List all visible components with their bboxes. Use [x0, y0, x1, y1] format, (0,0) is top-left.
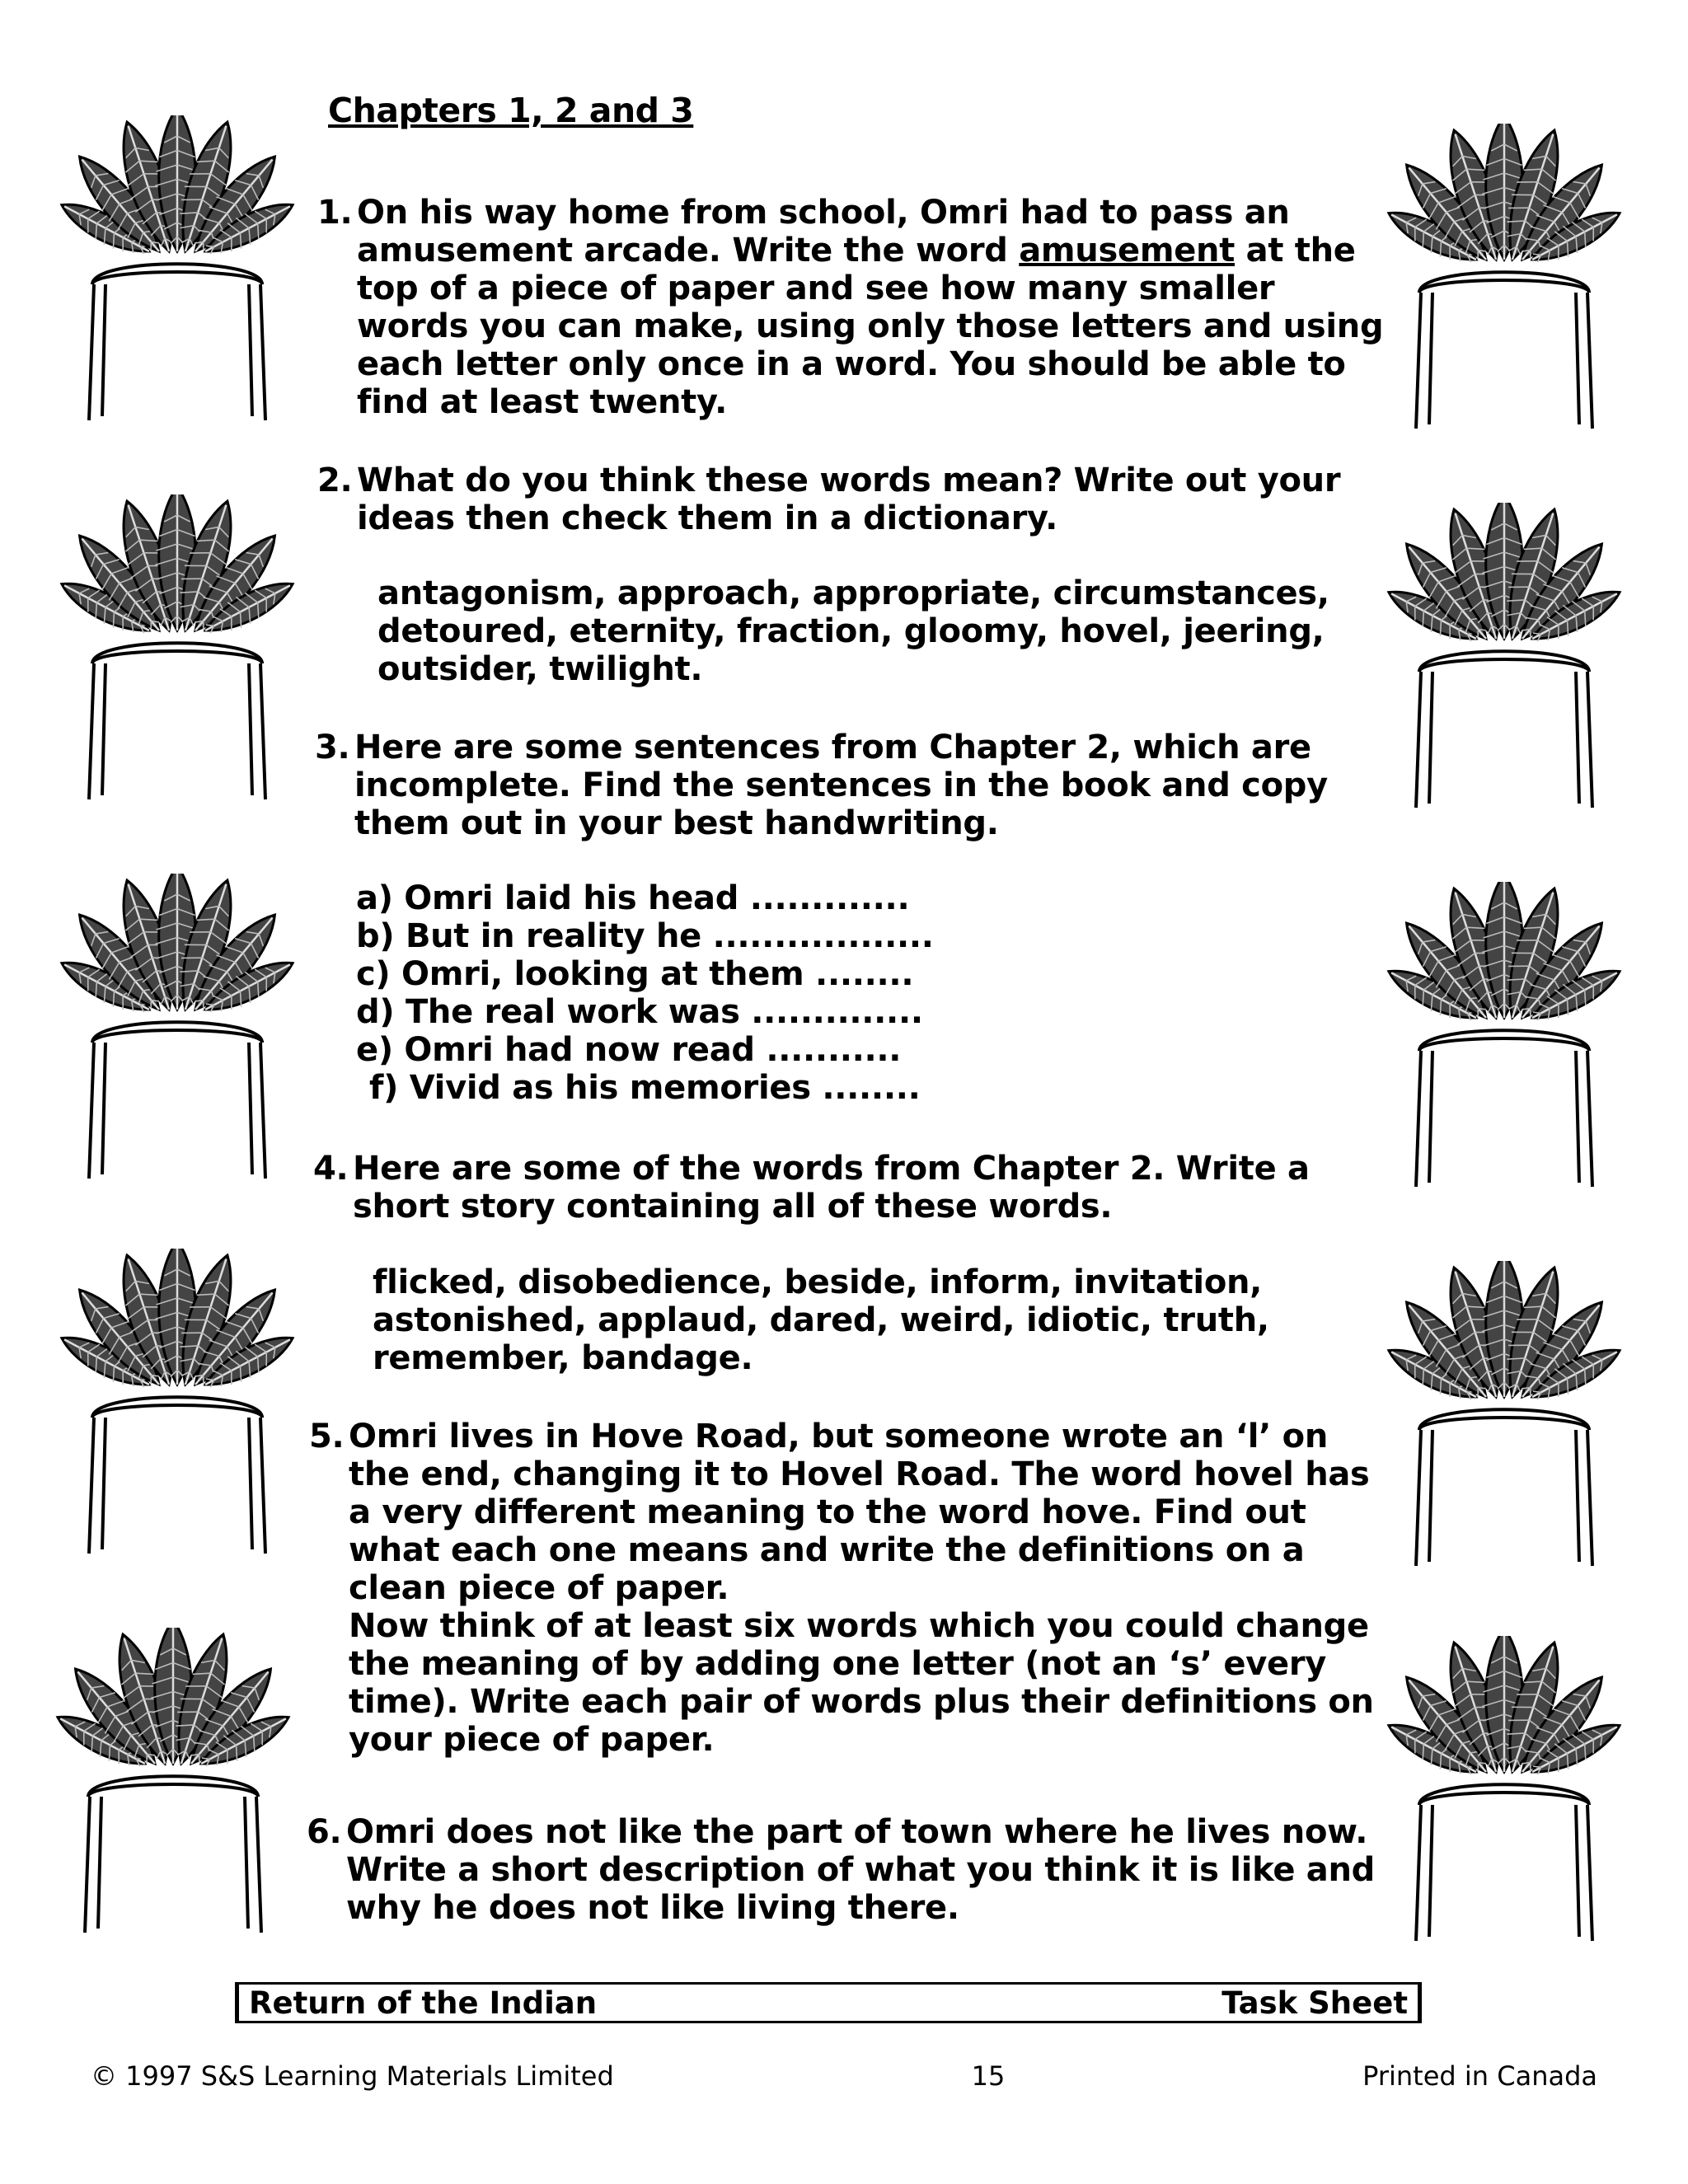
list-item: e) Omri had now read ........... [356, 1031, 902, 1069]
question-text: What do you think these words mean? Write out your ideas then check them in a dictionary. [357, 462, 1341, 537]
question-text: Omri lives in Hove Road, but someone wrote an ‘l’ on the end, changing it to Hovel Road. The word hovel has a very different meaning to the word hove. Find out what each one means and write the definitions on a clean piece of paper. [349, 1418, 1370, 1607]
feather-headdress-icon [41, 874, 313, 1187]
question-4 [313, 1150, 1385, 1226]
vocabulary-list: antagonism, approach, appropriate, circumstances, detoured, eternity, fraction, gloomy, hovel, jeering, outsider, twilight. [377, 574, 1329, 688]
question-number: 6. [307, 1813, 342, 1851]
feather-headdress-icon [37, 1628, 309, 1941]
copyright: © 1997 S&S Learning Materials Limited [91, 2060, 614, 2092]
question-text: Here are some of the words from Chapter 2. Write a short story containing all of these words. [353, 1150, 1310, 1226]
question-text: On his way home from school, Omri had to pass an amusement arcade. Write the word amusement at the top of a piece of paper and see how many smaller words you can make, using only those letters and using each letter only once in a word. You should be able to find at least twenty. [357, 194, 1384, 421]
feather-headdress-icon [1368, 1261, 1640, 1574]
feather-headdress-icon [1368, 124, 1640, 437]
feather-headdress-icon [41, 494, 313, 808]
page-number: 15 [971, 2060, 1006, 2092]
question-number: 2. [317, 462, 353, 499]
question-3 [315, 729, 1386, 842]
feather-headdress-icon [1368, 503, 1640, 816]
list-item: d) The real work was .............. [356, 993, 923, 1031]
list-item: b) But in reality he .................. [356, 917, 934, 955]
sentence-list [356, 879, 934, 1107]
feather-headdress-icon [1368, 1636, 1640, 1949]
feather-headdress-icon [41, 115, 313, 429]
question-number: 5. [309, 1418, 345, 1455]
question-text: Now think of at least six words which you could change the meaning of by adding one letter (not an ‘s’ every time). Write each pair of words plus their definitions on your piece of paper. [349, 1607, 1374, 1759]
book-title: Return of the Indian [249, 1985, 598, 2021]
question-1 [317, 194, 1389, 421]
feather-headdress-icon [41, 1249, 313, 1562]
printed-in: Printed in Canada [1362, 2060, 1597, 2092]
question-text: Here are some sentences from Chapter 2, which are incomplete. Find the sentences in the book and copy them out in your best handwriting. [354, 729, 1328, 842]
list-item: f) Vivid as his memories ........ [369, 1069, 921, 1107]
page-footer [91, 2060, 1597, 2092]
question-2 [317, 462, 1372, 537]
question-6 [307, 1813, 1395, 1927]
question-number: 1. [317, 194, 353, 232]
list-item: a) Omri laid his head ............. [356, 879, 910, 917]
question-text: Omri does not like the part of town where he lives now. Write a short description of what you think it is like and why he does not like living there. [346, 1813, 1376, 1927]
question-number: 3. [315, 729, 350, 766]
vocabulary-list: flicked, disobedience, beside, inform, invitation, astonished, applaud, dared, weird, idiotic, truth, remember, bandage. [373, 1263, 1269, 1377]
footer-title-box [235, 1982, 1422, 2023]
list-item: c) Omri, looking at them ........ [356, 955, 914, 993]
feather-headdress-icon [1368, 882, 1640, 1195]
underlined-word: amusement [1019, 232, 1236, 269]
question-number: 4. [313, 1150, 349, 1188]
page-heading: Chapters 1, 2 and 3 [328, 91, 694, 130]
sheet-type: Task Sheet [1221, 1985, 1408, 2021]
question-5 [309, 1418, 1381, 1759]
